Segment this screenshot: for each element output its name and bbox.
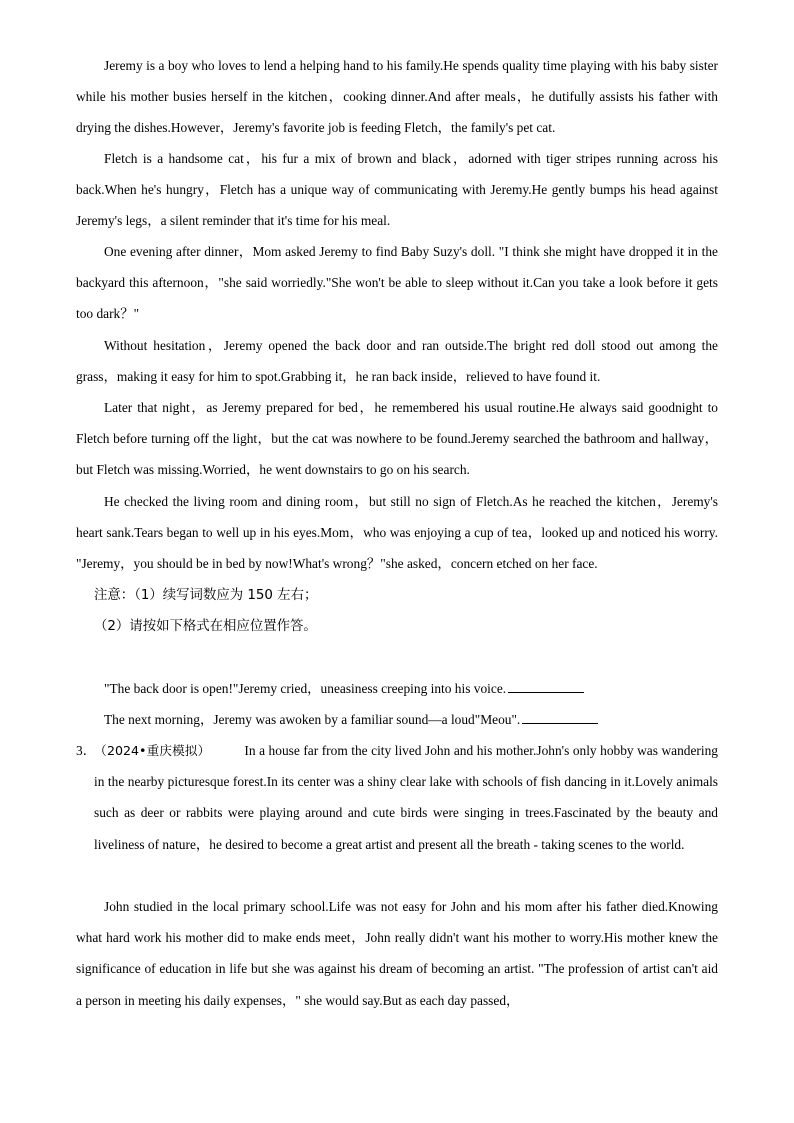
answer-blank-1[interactable]: [508, 678, 584, 693]
story-paragraph-6: He checked the living room and dining room，but still no sign of Fletch.As he reached the kitchen，Jeremy's heart sank.Tears began to well up in his eyes.Mom，who was enjoying a cup of tea，looked up and noticed his worry. "Jeremy，you should be in bed by now!What's wrong？"she asked，concern etched on her face.: [76, 494, 718, 572]
question-3-paragraph-1: [76, 735, 718, 860]
continuation-prompt-1: "The back door is open!"Jeremy cried，uneasiness creeping into his voice.: [104, 681, 507, 696]
story-paragraph-1: Jeremy is a boy who loves to lend a helping hand to his family.He spends quality time playing with his baby sister while his mother busies herself in the kitchen，cooking dinner.And after meals，he dutifully assists his father with drying the dishes.However，Jeremy's favorite job is feeding Fletch，the family's pet cat.: [76, 58, 718, 136]
question-source: （2024•重庆模拟）: [94, 743, 211, 758]
story-paragraph-4: Without hesitation，Jeremy opened the back door and ran outside.The bright red doll stood out among the grass，making it easy for him to spot.Grabbing it，he ran back inside，relieved to have found it.: [76, 338, 718, 385]
continuation-line-1: [104, 673, 718, 704]
question-number: 3．: [76, 743, 97, 758]
answer-blank-2[interactable]: [522, 709, 598, 724]
instruction-note-2: （2）请按如下格式在相应位置作答。: [94, 619, 317, 634]
question-3-text-1: In a house far from the city lived John and his mother.John's only hobby was wandering in the nearby picturesque forest.In its center was a shiny clear lake with schools of fish dancing in it.Lovely animals such as deer or rabbits were playing around and cute birds were singing in trees.Fascinated by the beauty and liveliness of nature，he desired to become a great artist and present all the breath - taking scenes to the world.: [94, 743, 718, 852]
story-paragraph-3: One evening after dinner，Mom asked Jeremy to find Baby Suzy's doll. "I think she might have dropped it in the backyard this afternoon，"she said worriedly."She won't be able to sleep without it.Can you take a look before it gets too dark？": [76, 244, 718, 322]
story-paragraph-5: Later that night，as Jeremy prepared for bed，he remembered his usual routine.He always said goodnight to Fletch before turning off the light，but the cat was nowhere to be found.Jeremy searched the bathroom and hallway，but Fletch was missing.Worried，he went downstairs to go on his search.: [76, 400, 718, 478]
question-3-paragraph-2: John studied in the local primary school.Life was not easy for John and his mom after his father died.Knowing what hard work his mother did to make ends meet，John really didn't want his mother to worry.His mother knew the significance of education in life but she was against his dream of becoming an artist. "The profession of artist can't aid a person in meeting his daily expenses，" she would say.But as each day passed，: [76, 899, 718, 1008]
continuation-line-2: [104, 704, 718, 735]
instruction-note-1: 注意：（1）续写词数应为 150 左右；: [94, 588, 318, 603]
continuation-prompt-2: The next morning，Jeremy was awoken by a familiar sound—a loud"Meou".: [104, 712, 521, 727]
story-paragraph-2: Fletch is a handsome cat，his fur a mix of brown and black，adorned with tiger stripes running across his back.When he's hungry，Fletch has a unique way of communicating with Jeremy.He gently bumps his head against Jeremy's legs，a silent reminder that it's time for his meal.: [76, 151, 718, 229]
